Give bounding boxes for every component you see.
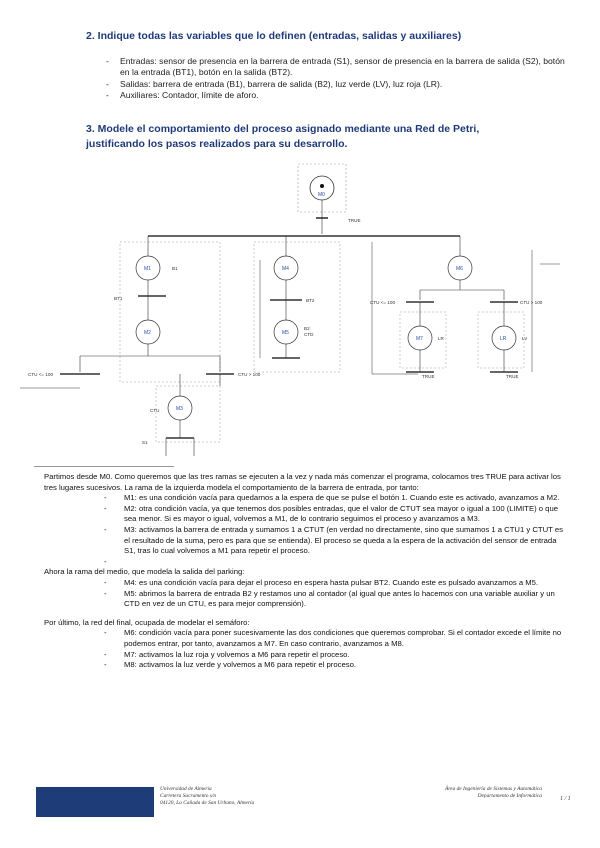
list-item: - M3: activamos la barrera de entrada y sumamos 1 a CTUT (en verdad no directamente, sino que sumamos 1 a CTU1 y CTUT es el resultado de la suma, pero es para que se entienda). El proceso se queda a la espera de la activación del sensor de entrada S1, tras lo cual volvemos a M1 para repetir el proceso. [104,524,563,556]
petri-net-svg [20,160,580,460]
variables-list [106,56,568,102]
place-label: M3 [176,406,183,412]
list-item: - M7: activamos la luz roja y volvemos a M6 para repetir el proceso. [104,649,350,659]
transition-label: TRUE [422,374,435,379]
place-label: LR [500,336,507,342]
left-branch-frame [120,242,220,382]
intro-paragraph: Partimos desde M0. Como queremos que las tres ramas se ejecuten a la vez y nada más comenzar el programa, colocamos tres TRUE para activar los tres lugares sucesivos. La rama de la izquierda modela el comportamiento de la barrera de entrada, por tanto: [44,472,561,492]
list-item: - M5: abrimos la barrera de entrada B2 y restamos uno al contador (al igual que antes lo hacemos con una variable auxiliar y un CTD en vez de un CTU, es para mejor comprensión). [104,588,555,609]
transition-label: S1 [142,440,148,445]
list-item: - M1: es una condición vacía para quedarnos a la espera de que se pulse el botón 1. Cuando este es activado, avanzamos a M2. [104,493,560,503]
list-item: - M2: otra condición vacía, ya que tenemos dos posibles entradas, que el valor de CTUT sea mayor o igual a 100 (LIMITE) o que sea menor. Si es mayor o igual, volvemos a M1, de lo contrario seguimos el proceso y avanzamos a M3. [104,503,559,524]
list-item: - [104,556,107,566]
transition-label: CTU > 100 [238,372,261,377]
list-item: - Auxiliares: Contador, límite de aforo. [106,90,568,101]
transition-label: LR [438,336,444,341]
m3-frame [156,386,220,442]
list-item: - Entradas: sensor de presencia en la barrera de entrada (S1), sensor de presencia en la barrera de salida (S2), botón en la entrada (BT1), botón en la salida (BT2). [106,56,568,79]
token [320,184,324,188]
place-label: M7 [416,336,423,342]
list-item: - M4: es una condición vacía para dejar el proceso en espera hasta pulsar BT2. Cuando este es pulsado avanzamos a M5. [104,577,539,587]
right-intro: Por último, la red del final, ocupada de modelar el semáforo: [44,617,250,627]
transition-label: CTU <= 100 [370,300,396,305]
place-label: M6 [456,266,463,272]
place-label: M2 [144,330,151,336]
transition-label: B1 [172,266,178,271]
transition-label: TRUE [506,374,519,379]
transition-label: BT2 [306,298,315,303]
transition-label: CTU > 100 [520,300,543,305]
transition-label: B2 [304,326,310,331]
list-item: - M6: condición vacía para poner sucesivamente las dos condiciones que queremos comprobar. Si el contador excede el límite no podemos entrar, por tanto, avanzamos a M7. En caso contrario, avanzamos a M8. [104,628,562,648]
middle-branch-frame [254,242,340,372]
transition-label: TRUE [348,218,361,223]
separator [34,466,174,467]
page-number: 1 / 1 [560,796,571,802]
footer-department: Área de Ingeniería de Sistemas y Automática Departamento de Informática [444,786,542,799]
place-label: M4 [282,266,289,272]
list-item: - Salidas: barrera de entrada (B1), barrera de salida (B2), luz verde (LV), luz roja (LR). [106,79,568,90]
transition-label: CTD [304,332,314,337]
section-2-heading: 2. Indique todas las variables que lo definen (entradas, salidas y auxiliares) [86,30,462,42]
place-label: M1 [144,266,151,272]
transition-label: BT1 [114,296,123,301]
footer-logo-bar [36,787,154,817]
petri-net-diagram [20,160,580,460]
transition-label: CTU [150,408,160,413]
footer-address: Universidad de Almería Carretera Sacramento s/n 04120, La Cañada de San Urbano, Almería [160,786,255,806]
transition-label: LV [522,336,528,341]
place-label: M5 [282,330,289,336]
middle-intro: Ahora la rama del medio, que modela la salida del parking: [44,567,245,577]
list-item: - M8: activamos la luz verde y volvemos a M6 para repetir el proceso. [104,660,357,670]
place-label: M0 [318,192,325,198]
explanation-text [44,472,564,671]
transition-label: CTU <= 100 [28,372,54,377]
section-3-heading: 3. Modele el comportamiento del proceso asignado mediante una Red de Petri, justificando los pasos realizados para su desarrollo. [86,123,480,150]
